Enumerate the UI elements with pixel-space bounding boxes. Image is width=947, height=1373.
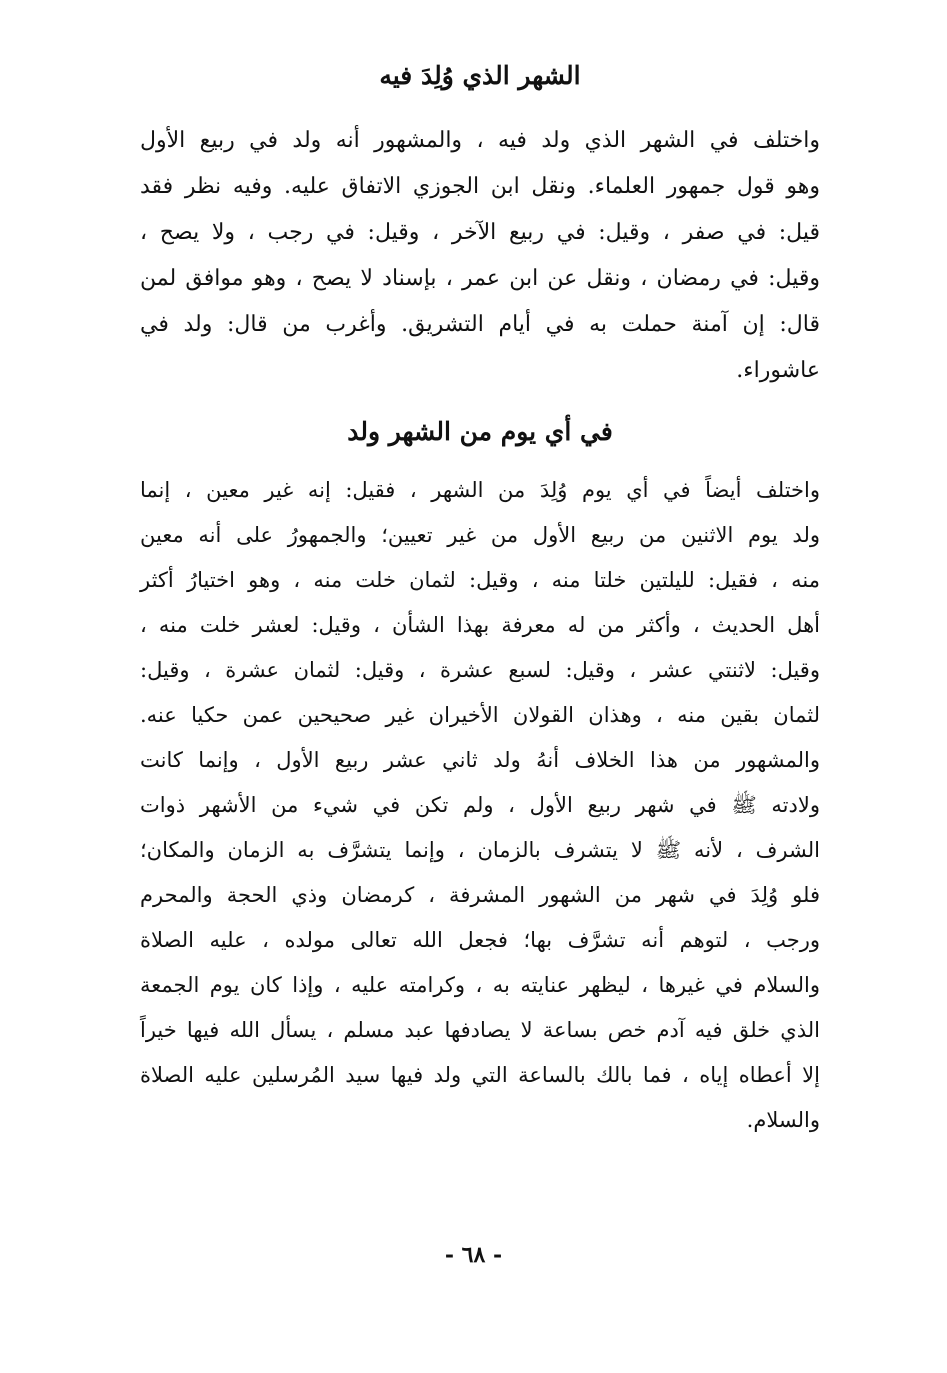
text-line: وقيل: لاثنتي عشر ، وقيل: لسبع عشرة ، وقيل: لثمان عشرة ، وقيل:: [140, 658, 820, 682]
text-line: واختلف في الشهر الذي ولد فيه ، والمشهور أنه ولد في ربيع الأول: [140, 128, 820, 153]
text-line: والسلام في غيرها ، ليظهر عنايته به ، وكرامته عليه ، وإذا كان يوم الجمعة: [140, 973, 820, 997]
page-number: - ٦٨ -: [444, 1242, 503, 1268]
paragraph-birth-day: [140, 468, 820, 1143]
text-line: قيل: في صفر ، وقيل: في ربيع الآخر ، وقيل: في رجب ، ولا يصح ،: [140, 220, 820, 245]
section-heading-birth-month: الشهر الذي وُلِدَ فيه: [379, 61, 581, 90]
text-line: والسلام.: [746, 1108, 820, 1132]
section-heading-birth-day: في أي يوم من الشهر ولد: [347, 417, 613, 446]
text-line: منه ، فقيل: لليلتين خلتا منه ، وقيل: لثمان خلت منه ، وهو اختيارُ أكثر: [140, 568, 820, 592]
text-line: الشرف ، لأنه ﷺ لا يتشرف بالزمان ، وإنما يتشرَّف به الزمان والمكان؛: [140, 838, 820, 862]
text-line: ورجب ، لتوهم أنه تشرَّف بها؛ فجعل الله تعالى مولده ، عليه الصلاة: [140, 928, 820, 952]
text-line: ولادته ﷺ في شهر ربيع الأول ، ولم تكن في شيء من الأشهر ذوات: [140, 793, 820, 817]
text-line: إلا أعطاه إياه ، فما بالك بالساعة التي ولد فيها سيد المُرسلين عليه الصلاة: [140, 1063, 820, 1087]
text-line: أهل الحديث ، وأكثر من له معرفة بهذا الشأن ، وقيل: لعشر خلت منه ،: [140, 613, 820, 637]
text-line: ولد يوم الاثنين من ربيع الأول من غير تعيين؛ والجمهورُ على أنه معين: [140, 523, 820, 547]
text-line: الذي خلق فيه آدم خص بساعة لا يصادفها عبد مسلم ، يسأل الله فيها خيراً: [140, 1018, 820, 1042]
text-line: واختلف أيضاً في أي يوم وُلِدَ من الشهر ، فقيل: إنه غير معين ، إنما: [140, 478, 820, 502]
text-line: عاشوراء.: [736, 358, 820, 383]
text-line: لثمان بقين منه ، وهذان القولان الأخيران غير صحيحين عمن حكيا عنه.: [140, 703, 820, 727]
text-line: قال: إن آمنة حملت به في أيام التشريق. وأغرب من قال: ولد في: [140, 312, 820, 337]
paragraph-birth-month: [140, 118, 820, 394]
text-line: والمشهور من هذا الخلاف أنهُ ولد ثاني عشر ربيع الأول ، وإنما كانت: [140, 748, 820, 772]
text-line: وهو قول جمهور العلماء. ونقل ابن الجوزي الاتفاق عليه. وفيه نظر فقد: [140, 174, 820, 199]
text-line: فلو وُلِدَ في شهر من الشهور المشرفة ، كرمضان وذي الحجة والمحرم: [140, 883, 820, 907]
text-line: وقيل: في رمضان ، ونقل عن ابن عمر ، بإسناد لا يصح ، وهو موافق لمن: [140, 266, 820, 291]
